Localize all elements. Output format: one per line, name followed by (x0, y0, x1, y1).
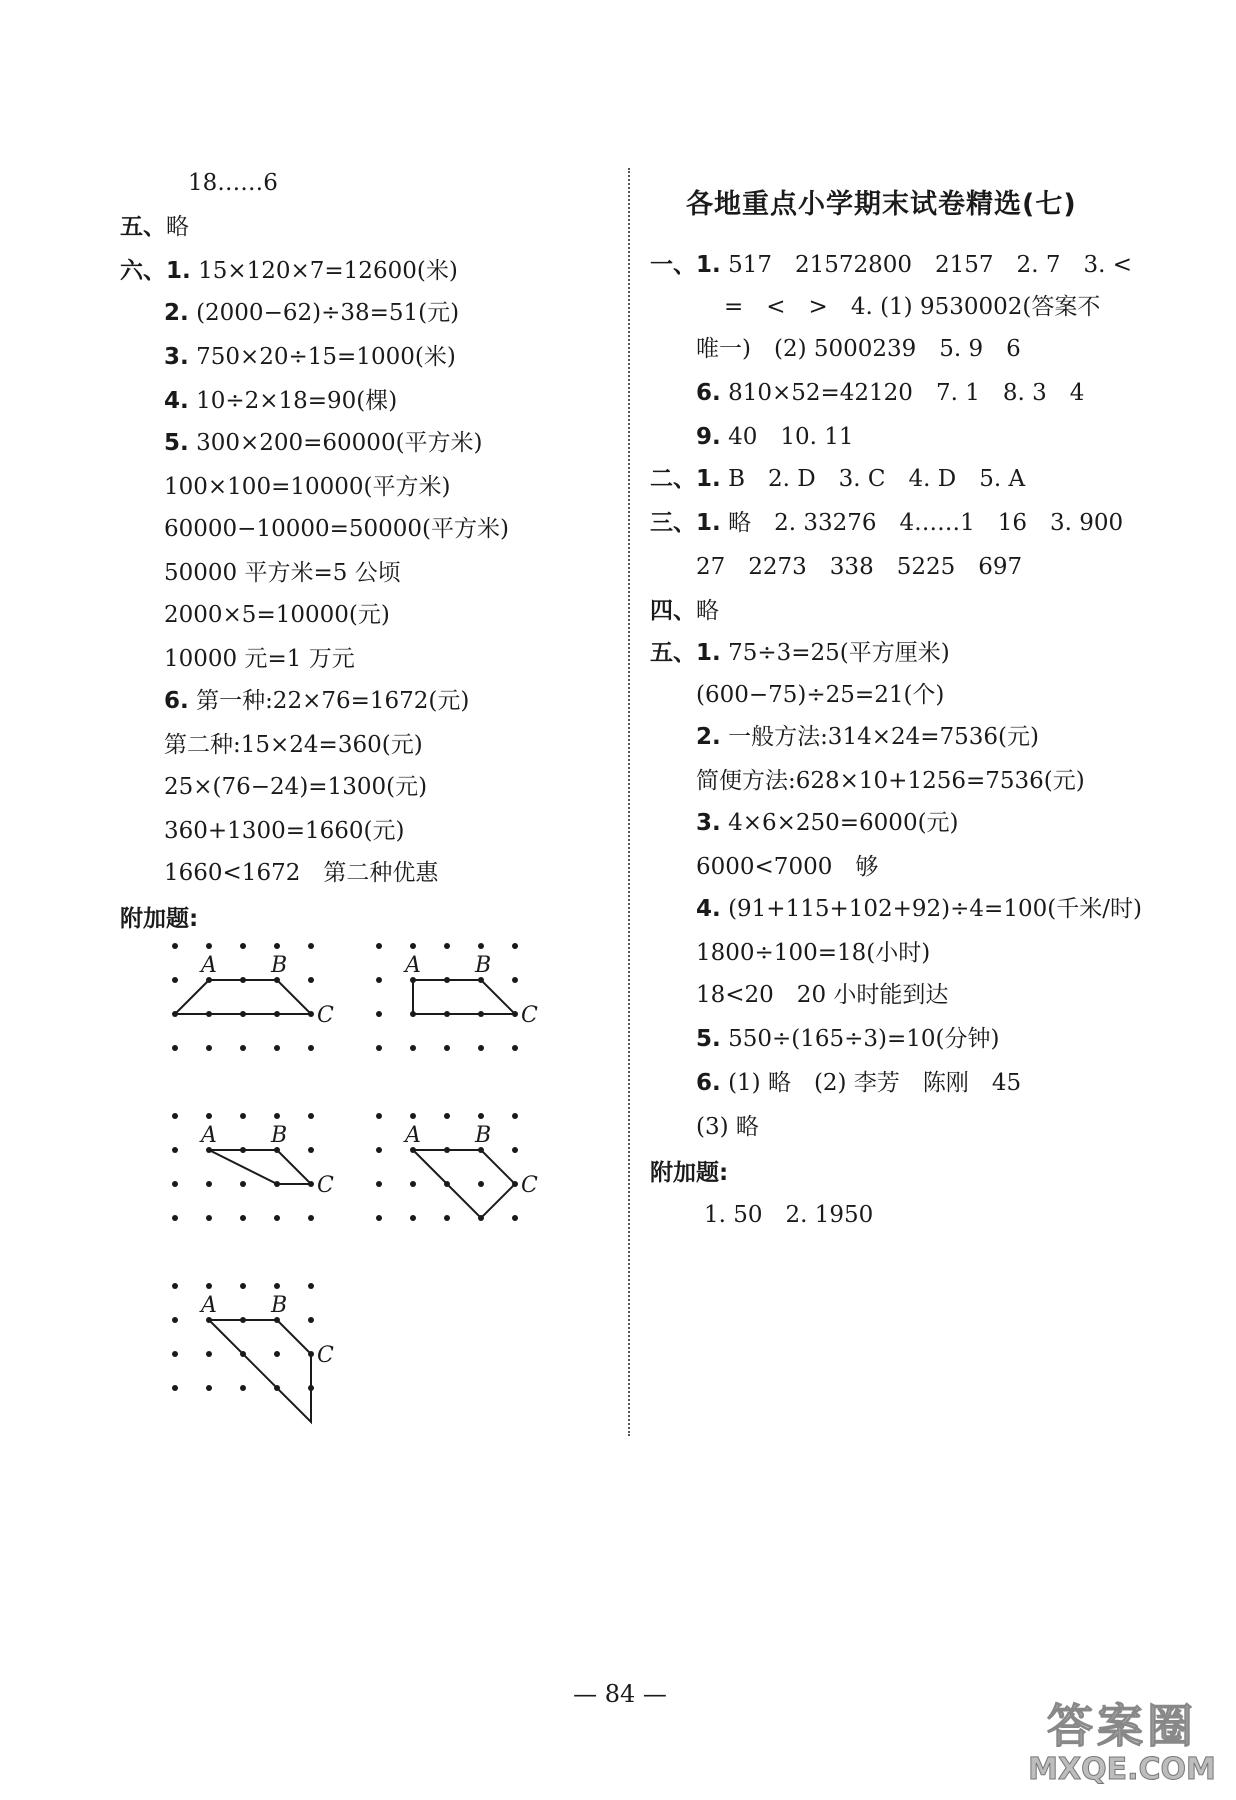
vertex-label: C (317, 1003, 334, 1028)
answer-line: 5. 550÷(165÷3)=10(分钟) (696, 1026, 1000, 1052)
answer-line: 四、略 (650, 598, 719, 624)
vertex-label: C (317, 1173, 334, 1198)
grid-dot (172, 1385, 178, 1391)
answer-line: 6. (1) 略 (2) 李芳 陈刚 45 (696, 1070, 1022, 1096)
grid-dot (308, 977, 314, 983)
quadrilateral-shape (413, 980, 515, 1014)
answer-line: 唯一) (2) 5000239 5. 9 6 (696, 336, 1021, 362)
answer-line: 1660<1672 第二种优惠 (164, 860, 439, 886)
answer-line: 二、1. B 2. D 3. C 4. D 5. A (650, 466, 1026, 492)
grid-dot (512, 977, 518, 983)
answer-line: 一、1. 517 21572800 2157 2. 7 3. < (650, 252, 1132, 278)
vertex-label: B (271, 1123, 288, 1148)
page-number: — 84 — (573, 1680, 667, 1708)
grid-dot (512, 1147, 518, 1153)
grid-dot (206, 1181, 212, 1187)
grid-dot (274, 1045, 280, 1051)
answer-line: 360+1300=1660(元) (164, 818, 405, 844)
grid-dot (478, 1113, 484, 1119)
vertex-label: A (201, 1293, 217, 1318)
vertex-label: B (271, 1293, 288, 1318)
vertex-label: B (475, 1123, 492, 1148)
grid-dot (376, 1113, 382, 1119)
grid-dot (172, 1113, 178, 1119)
answer-line: 50000 平方米=5 公顷 (164, 560, 401, 586)
answer-line: 2. 一般方法:314×24=7536(元) (696, 724, 1040, 750)
answer-line: 9. 40 10. 11 (696, 424, 854, 450)
quadrilateral-shape (175, 980, 311, 1014)
watermark-logo (1016, 1690, 1228, 1796)
vertex-label: A (201, 953, 217, 978)
column-divider (628, 168, 630, 1436)
grid-dot (240, 1215, 246, 1221)
grid-dot (478, 1181, 484, 1187)
grid-dot (444, 1045, 450, 1051)
grid-dot (172, 1283, 178, 1289)
answer-line: 1800÷100=18(小时) (696, 940, 931, 966)
grid-dot (308, 943, 314, 949)
grid-dot (206, 943, 212, 949)
quadrilateral-shape (209, 1320, 311, 1422)
grid-dot (240, 1045, 246, 1051)
answer-line: 3. 4×6×250=6000(元) (696, 810, 959, 836)
answer-line: 18<20 20 小时能到达 (696, 982, 949, 1008)
answer-line: 10000 元=1 万元 (164, 646, 355, 672)
answer-line: = < > 4. (1) 9530002(答案不 (724, 294, 1101, 320)
answer-line: 2. (2000−62)÷38=51(元) (164, 300, 460, 326)
answer-line: 五、略 (120, 214, 189, 240)
grid-dot (410, 1181, 416, 1187)
grid-dot (410, 943, 416, 949)
answer-line: 第二种:15×24=360(元) (164, 732, 423, 758)
grid-dot (172, 1317, 178, 1323)
bonus-heading: 附加题: (120, 906, 199, 932)
watermark-url: MXQE.COM (1028, 1752, 1216, 1787)
quadrilateral-shape (413, 1150, 515, 1218)
answer-line: 六、1. 15×120×7=12600(米) (120, 258, 458, 284)
grid-dot (308, 1215, 314, 1221)
bonus-heading: 附加题: (650, 1160, 729, 1186)
answer-line: 25×(76−24)=1300(元) (164, 774, 428, 800)
grid-dot (172, 943, 178, 949)
grid-dot (274, 1113, 280, 1119)
grid-dot (240, 1181, 246, 1187)
grid-dot (376, 1215, 382, 1221)
answer-line: 60000−10000=50000(平方米) (164, 516, 509, 542)
grid-dot (240, 1385, 246, 1391)
watermark-text: 答案圈 (1047, 1699, 1197, 1753)
grid-dot (274, 1215, 280, 1221)
answer-line: 6. 810×52=42120 7. 1 8. 3 4 (696, 380, 1085, 406)
vertex-label: A (405, 953, 421, 978)
grid-dot (308, 1317, 314, 1323)
grid-dot (240, 1283, 246, 1289)
answer-line: 五、1. 75÷3=25(平方厘米) (650, 640, 950, 666)
grid-dot (172, 1147, 178, 1153)
grid-dot (172, 977, 178, 983)
answer-line: 1. 50 2. 1950 (704, 1202, 874, 1228)
grid-dot (410, 1215, 416, 1221)
grid-dot (410, 1045, 416, 1051)
grid-dot (308, 1147, 314, 1153)
grid-dot (172, 1351, 178, 1357)
vertex-label: A (405, 1123, 421, 1148)
answer-line: 27 2273 338 5225 697 (696, 554, 1023, 580)
grid-dot (512, 943, 518, 949)
answer-line: 三、1. 略 2. 33276 4……1 16 3. 900 (650, 510, 1124, 536)
grid-dot (444, 943, 450, 949)
grid-dot (206, 1215, 212, 1221)
answer-line: 100×100=10000(平方米) (164, 474, 451, 500)
grid-dot (444, 1215, 450, 1221)
grid-dot (172, 1215, 178, 1221)
grid-dot (444, 1113, 450, 1119)
vertex-label: C (521, 1173, 538, 1198)
grid-dot (308, 1283, 314, 1289)
answer-line: 简便方法:628×10+1256=7536(元) (696, 768, 1085, 794)
grid-dot (206, 1045, 212, 1051)
grid-dot (240, 1113, 246, 1119)
answer-line: 5. 300×200=60000(平方米) (164, 430, 483, 456)
grid-dot (206, 1351, 212, 1357)
vertex-label: B (475, 953, 492, 978)
vertex-label: A (201, 1123, 217, 1148)
grid-dot (308, 1113, 314, 1119)
grid-dot (172, 1045, 178, 1051)
answer-line: (600−75)÷25=21(个) (696, 682, 945, 708)
grid-dot (376, 977, 382, 983)
answer-line: 4. (91+115+102+92)÷4=100(千米/时) (696, 896, 1142, 922)
answer-line: 2000×5=10000(元) (164, 602, 390, 628)
section-title: 各地重点小学期末试卷精选(七) (686, 189, 1077, 220)
grid-dot (274, 1351, 280, 1357)
grid-dot (206, 1283, 212, 1289)
grid-dot (376, 1181, 382, 1187)
grid-dot (478, 943, 484, 949)
vertex-label: C (317, 1343, 334, 1368)
grid-dot (512, 1045, 518, 1051)
grid-dot (376, 1045, 382, 1051)
grid-dot (308, 1045, 314, 1051)
answer-line: 4. 10÷2×18=90(棵) (164, 388, 398, 414)
quadrilateral-shape (209, 1150, 311, 1184)
grid-dot (512, 1215, 518, 1221)
grid-dot (274, 1283, 280, 1289)
vertex-label: C (521, 1003, 538, 1028)
answer-line: 18……6 (188, 170, 278, 196)
grid-dot (172, 1181, 178, 1187)
grid-dot (478, 1045, 484, 1051)
grid-dot (376, 943, 382, 949)
grid-dot (376, 1011, 382, 1017)
grid-dot (206, 1113, 212, 1119)
answer-line: 6. 第一种:22×76=1672(元) (164, 688, 470, 714)
grid-dot (376, 1147, 382, 1153)
answer-line: 6000<7000 够 (696, 854, 879, 880)
grid-dot (206, 1385, 212, 1391)
grid-dot (240, 943, 246, 949)
answer-line: 3. 750×20÷15=1000(米) (164, 344, 456, 370)
dot-grid-figures (150, 930, 550, 1450)
vertex-label: B (271, 953, 288, 978)
grid-dot (512, 1113, 518, 1119)
answer-line: (3) 略 (696, 1114, 759, 1140)
grid-dot (410, 1113, 416, 1119)
grid-dot (274, 943, 280, 949)
